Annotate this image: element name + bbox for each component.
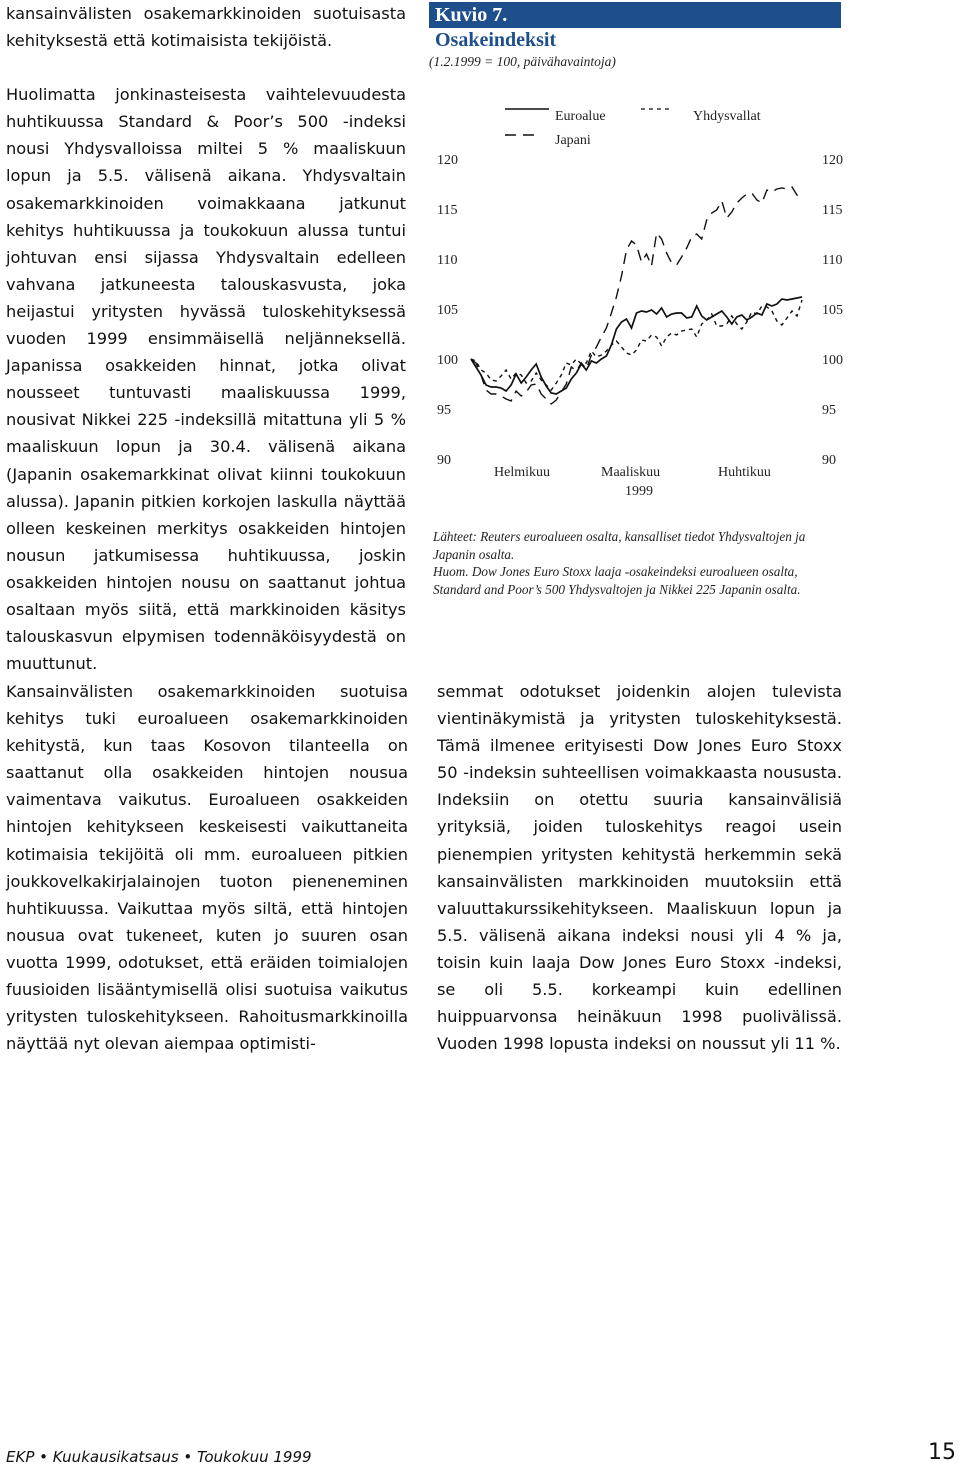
chart-legend: [505, 109, 761, 148]
series-line-euroalue: [471, 297, 802, 394]
paragraph: semmat odotukset joidenkin alojen tulevista vientinäkymistä ja yritysten tuloskehityksestä. Tämä ilmenee erityisesti Dow Jones Euro Stoxx 50 -indeksin suhteellisen voimakkaasta noususta. Indeksiin on otettu suuria kansainvälisiä yrityksiä, joiden tuloskehitys reagoi usein pienempien yritysten kehitystä herkemmin sekä kansainvälisten markkinoiden muutoksiin että valuuttakurssikehitykseen. Maaliskuun lopun ja 5.5. välisenä aikana indeksi nousi yli 4 % ja, toisin kuin laaja Dow Jones Euro Stoxx -indeksi, se oli 5.5. korkeampi kuin edellinen huippuarvonsa heinäkuun 1998 puolivälissä. Vuoden 1998 lopusta indeksi on noussut yli 11 %.: [437, 682, 842, 1054]
x-label-maaliskuu: Maaliskuu: [601, 465, 661, 480]
y-tick-label: 120: [437, 153, 458, 168]
page-number: 15: [928, 1440, 956, 1465]
figure-source: [433, 528, 843, 598]
source-text: Lähteet: Reuters euroalueen osalta, kansalliset tiedot Yhdysvaltojen ja Japanin osalta.: [433, 529, 806, 562]
figure-title: Osakeindeksit: [435, 29, 557, 51]
y-tick-label: 115: [437, 203, 458, 218]
stock-index-chart: [429, 92, 849, 512]
y-tick-label: 115: [822, 203, 843, 218]
chart-series: [471, 187, 802, 404]
y-tick-label: 105: [822, 303, 843, 318]
y-tick-label: 110: [437, 253, 458, 268]
figure-label: Kuvio 7.: [429, 2, 841, 28]
y-tick-label: 90: [822, 453, 836, 468]
y-tick-label: 110: [822, 253, 843, 268]
x-label-year: 1999: [625, 484, 653, 499]
y-tick-label: 120: [822, 153, 843, 168]
paragraph: Huolimatta jonkinasteisesta vaihtelevuudesta huhtikuussa Standard & Poor’s 500 -indeksi nousi Yhdysvalloissa miltei 5 % maaliskuun lopun ja 5.5. välisenä aikana. Yhdysvaltain osakemarkkinoiden voimakkaana jatkunut kehitys huhtikuussa ja toukokuun alussa tuntui johtuvan ensi sijassa Yhdysvaltain edelleen vahvana jatkuneesta talouskasvusta, joka heijastui yritysten hyvässä tuloskehityksessä vuoden 1999 ensimmäisellä neljänneksellä. Japanissa osakkeiden hinnat, jotka olivat nousseet tuntuvasti maaliskuussa 1999, nousivat Nikkei 225 -indeksillä mitattuna yli 5 % maaliskuun lopun ja 30.4. välisenä aikana (Japanin osakemarkkinat olivat kiinni toukokuun alussa). Japanin pitkien korkojen laskulla näyttää olleen keskeinen merkitys osakkeiden hintojen nousun jatkumisessa huhtikuussa, joskin osakkeiden hintojen nousu on saattanut johtua osaltaan myös siitä, että markkinoiden käsitys talouskasvun elpymisen todennäköisyydestä on muuttunut.: [6, 85, 406, 674]
page-footer: EKP • Kuukausikatsaus • Toukokuu 1999: [6, 1448, 312, 1466]
y-tick-label: 105: [437, 303, 458, 318]
right-column-bottom: [437, 678, 842, 1057]
y-axis-left: [437, 153, 458, 468]
left-column-bottom: [6, 678, 408, 1057]
paragraph: Kansainvälisten osakemarkkinoiden suotuisa kehitys tuki euroalueen osakemarkkinoiden kehitystä, kun taas Kosovon tilanteella on saattanut olla osakkeiden hintojen nousua vaimentava vaikutus. Euroalueen osakkeiden hintojen kehitykseen keskeisesti vaikuttaneita kotimaisia tekijöitä oli mm. euroalueen pitkien joukkovelkakirjalainojen tuoton pieneneminen huhtikuussa. Vaikuttaa myös siltä, että hintojen nousua ovat tukeneet, kuten jo suuren osan vuotta 1999, odotukset, että eräiden toimialojen fuusioiden lisääntymisellä olisi suotuisa vaikutus yritysten tuloskehitykseen. Rahoitusmarkkinoilla näyttää nyt olevan aiempaa optimisti-: [6, 682, 408, 1054]
y-tick-label: 100: [437, 353, 458, 368]
x-label-helmikuu: Helmikuu: [494, 465, 550, 480]
legend-label-japani: Japani: [555, 133, 591, 148]
note-text: Huom. Dow Jones Euro Stoxx laaja -osakeindeksi euroalueen osalta, Standard and Poor’s 500 Yhdysvaltojen ja Nikkei 225 Japanin osalta.: [433, 564, 801, 597]
x-axis: [494, 465, 771, 499]
y-tick-label: 95: [822, 403, 836, 418]
figure-subtitle: (1.2.1999 = 100, päivähavaintoja): [429, 54, 616, 69]
left-column-top: [6, 0, 406, 677]
y-tick-label: 90: [437, 453, 451, 468]
y-tick-label: 100: [822, 353, 843, 368]
series-line-japani: [471, 187, 802, 404]
y-axis-right: [822, 153, 843, 468]
figure-7: [429, 2, 849, 642]
paragraph: kansainvälisten osakemarkkinoiden suotuisasta kehityksestä että kotimaisista tekijöistä.: [6, 4, 406, 51]
legend-label-yhdysvallat: Yhdysvallat: [693, 109, 761, 124]
y-tick-label: 95: [437, 403, 451, 418]
legend-label-euroalue: Euroalue: [555, 109, 606, 124]
x-label-huhtikuu: Huhtikuu: [718, 465, 771, 480]
